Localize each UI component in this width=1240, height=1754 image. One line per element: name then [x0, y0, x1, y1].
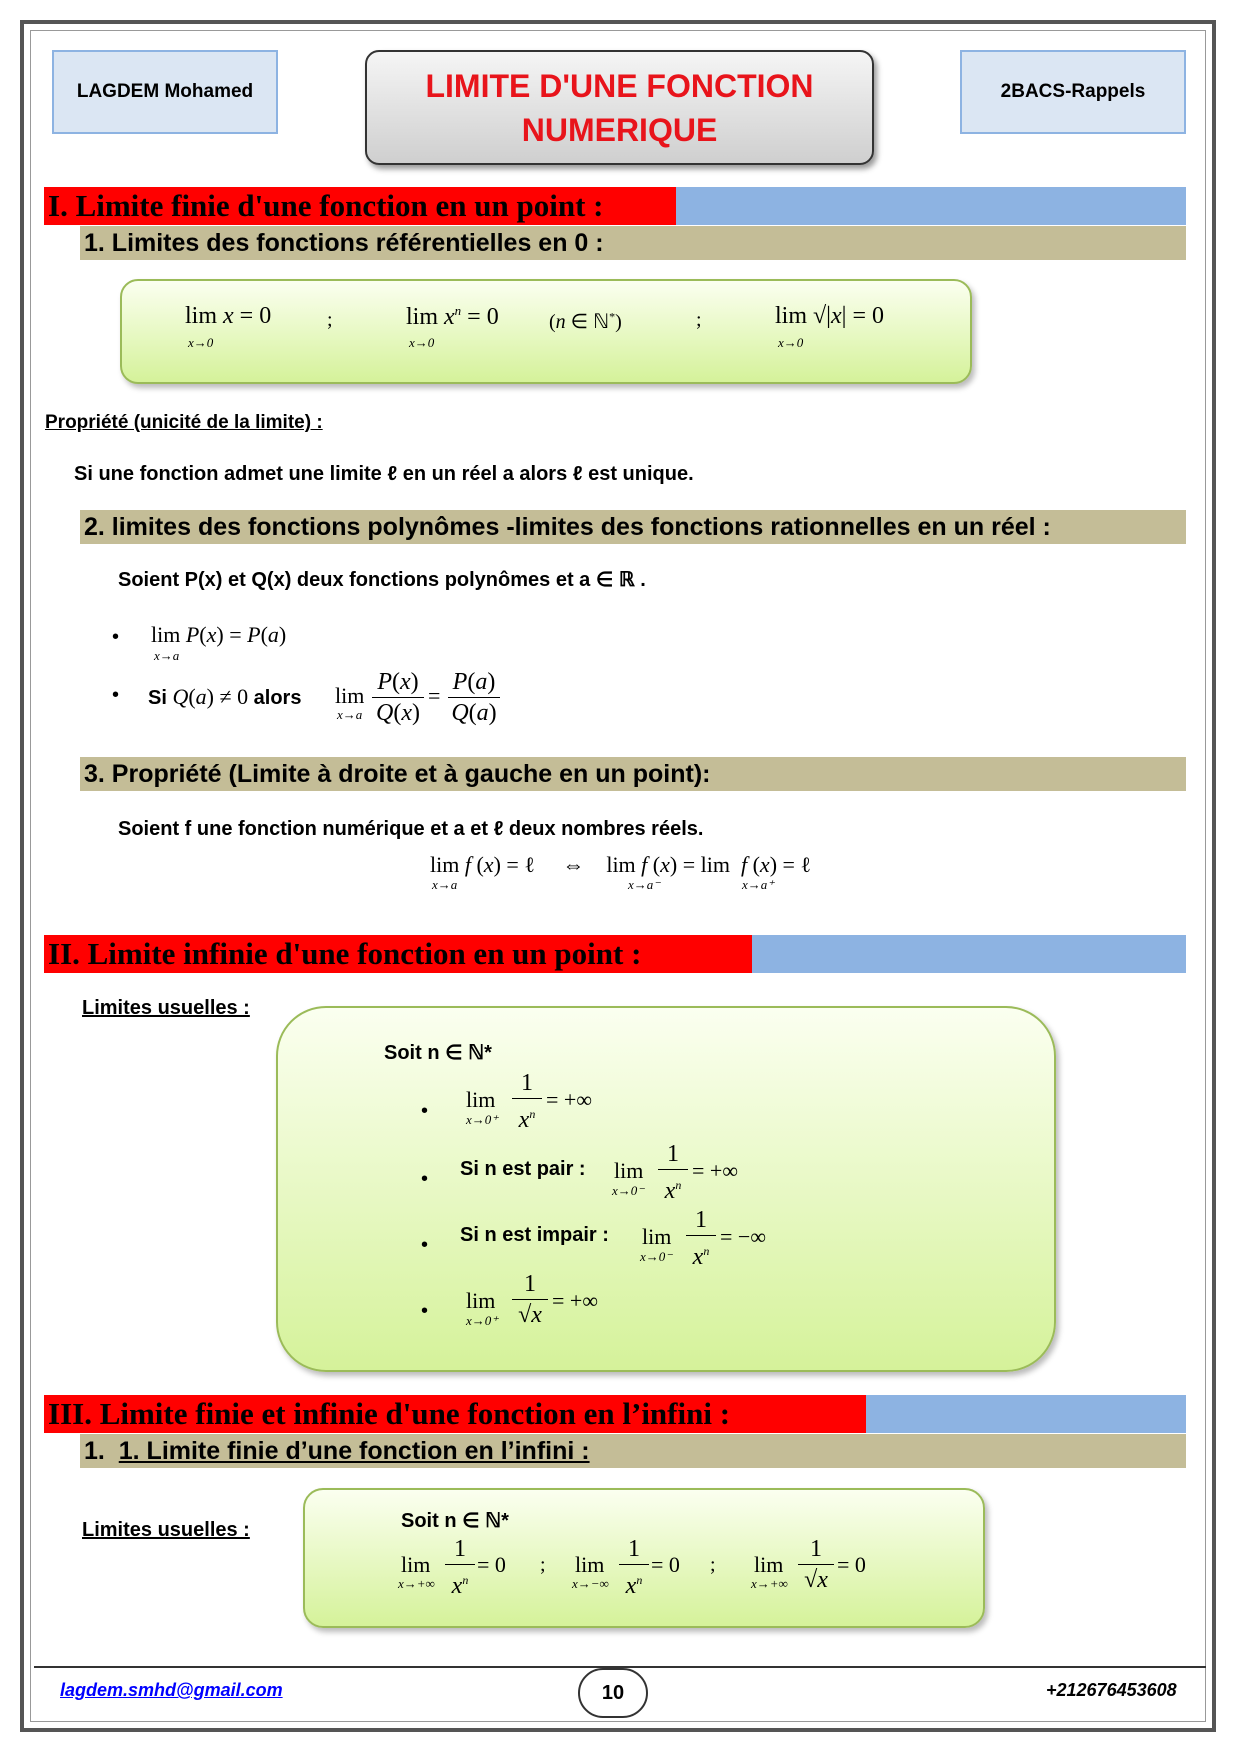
n-condition: (n ∈ ℕ*)	[549, 309, 622, 333]
limit-xn-formula: $\lim x^n = 0$	[406, 303, 499, 330]
separator: ;	[710, 1554, 716, 1576]
infinite-limits-box	[276, 1006, 1056, 1372]
usual-limits-label-2: Limites usuelles :	[82, 1519, 250, 1541]
limit-subscript: x→0⁻	[612, 1183, 645, 1198]
limit-subscript: x→0⁻	[640, 1249, 673, 1264]
fraction-1-over-sqrt-x: 1 √x	[798, 1534, 834, 1595]
section-2-title: II. Limite infinie d'une fonction en un point :	[44, 935, 752, 973]
fraction-1-over-sqrt-x: 1 √x	[512, 1269, 548, 1330]
limit-subscript: x→0⁺	[466, 1112, 499, 1127]
fraction-1-over-xn: 1 $x^n$	[512, 1068, 542, 1135]
author-banner	[52, 50, 278, 134]
fraction-1-over-xn: 1 $x^n$	[445, 1534, 475, 1601]
lim-word: lim	[335, 683, 365, 708]
left-right-limit-formula: lim f (x) = ℓ ⇔ lim f (x) = lim f (x) = ℓ	[430, 852, 811, 877]
equals-sign: =	[428, 683, 441, 708]
even-case-label: Si n est pair :	[460, 1158, 586, 1180]
result-minus-infinity: = −∞	[720, 1224, 766, 1249]
property-uniqueness-label: Propriété (unicité de la limite) :	[45, 412, 323, 433]
limit-subscript: x→a	[337, 707, 363, 722]
limit-subscript: x→a	[432, 877, 458, 892]
soit-n-2: Soit n ∈ ℕ*	[401, 1510, 509, 1532]
page-number: 10	[578, 1668, 648, 1718]
result-zero: = 0	[477, 1552, 506, 1577]
level-label: 2BACS-Rappels	[1000, 81, 1146, 102]
result-zero: = 0	[651, 1552, 680, 1577]
limit-sqrt-abs-formula: lim √|x| = 0	[775, 303, 884, 329]
rational-fraction-left: P(x) Q(x)	[372, 667, 424, 728]
property-uniqueness-text: Si une fonction admet une limite ℓ en un réel a alors ℓ est unique.	[74, 463, 694, 485]
title-line-2: NUMERIQUE	[521, 111, 718, 148]
reference-limits-box	[120, 279, 972, 384]
subsection-3-1-title: 1. 1. Limite finie d’une fonction en l’infini :	[80, 1434, 1186, 1468]
result-plus-infinity: = +∞	[552, 1288, 598, 1313]
subsection-1-1-title: 1. Limites des fonctions référentielles en 0 :	[80, 226, 1186, 260]
bullet: •	[421, 1234, 429, 1256]
section-3-title: III. Limite finie et infinie d'une fonction en l’infini :	[44, 1395, 866, 1433]
section-3-header	[44, 1395, 1186, 1433]
limit-subscript: x→a⁺	[742, 877, 775, 892]
author-name: LAGDEM Mohamed	[76, 81, 254, 102]
bullet: •	[421, 1100, 429, 1122]
lim-word: lim	[754, 1552, 784, 1577]
section-1-header	[44, 187, 1186, 225]
rational-condition: Si Q(a) ≠ 0 alors	[148, 684, 302, 709]
soit-n: Soit n ∈ ℕ*	[384, 1042, 492, 1064]
bullet: •	[112, 684, 120, 706]
separator: ;	[540, 1554, 546, 1576]
separator: ;	[696, 309, 702, 331]
property-uniqueness-title	[45, 412, 323, 434]
separator: ;	[327, 309, 333, 331]
odd-case-label: Si n est impair :	[460, 1224, 609, 1246]
bullet: •	[421, 1168, 429, 1190]
limit-subscript: x→a	[154, 648, 180, 663]
title-line-1: LIMITE D'UNE FONCTION	[425, 67, 814, 104]
lim-word: lim	[401, 1552, 431, 1577]
bullet: •	[112, 626, 120, 648]
subsection-3-1-label: 1. Limite finie d’une fonction en l’infini :	[118, 1437, 590, 1465]
limit-subscript: x→a⁻	[628, 877, 661, 892]
bullet: •	[421, 1300, 429, 1322]
lim-word: lim	[575, 1552, 605, 1577]
result-plus-infinity: = +∞	[692, 1158, 738, 1183]
fraction-1-over-xn: 1 $x^n$	[658, 1139, 688, 1206]
polynomial-intro: Soient P(x) et Q(x) deux fonctions polynômes et a ∈ ℝ .	[118, 569, 646, 591]
limit-polynomial-formula: lim P(x) = P(a)	[151, 622, 287, 647]
infinity-limits-box	[303, 1488, 985, 1628]
limit-subscript: x→0⁺	[466, 1313, 499, 1328]
limit-subscript: x→+∞	[751, 1576, 788, 1591]
lim-word: lim	[642, 1224, 672, 1249]
limit-subscript: x→0	[409, 335, 435, 350]
subsection-1-2-title: 2. limites des fonctions polynômes -limites des fonctions rationnelles en un réel :	[80, 510, 1186, 544]
usual-limits-label: Limites usuelles :	[82, 997, 250, 1019]
document-title	[365, 50, 874, 165]
footer-email-link[interactable]: lagdem.smhd@gmail.com	[60, 1680, 283, 1700]
fraction-1-over-xn: 1 $x^n$	[686, 1205, 716, 1272]
result-zero: = 0	[837, 1552, 866, 1577]
footer-phone: +212676453608	[1046, 1680, 1177, 1700]
level-banner	[960, 50, 1186, 134]
limit-subscript: x→0	[778, 335, 804, 350]
fraction-1-over-xn: 1 $x^n$	[619, 1534, 649, 1601]
lim-word: lim	[614, 1158, 644, 1183]
limit-subscript: x→+∞	[398, 1576, 435, 1591]
limit-subscript: x→0	[188, 335, 214, 350]
lim-word: lim	[466, 1087, 496, 1112]
lim-word: lim	[466, 1288, 496, 1313]
section-2-header	[44, 935, 1186, 973]
section-1-title: I. Limite finie d'une fonction en un point :	[44, 187, 676, 225]
subsection-1-3-title: 3. Propriété (Limite à droite et à gauche en un point):	[80, 757, 1186, 791]
limit-subscript: x→−∞	[572, 1576, 609, 1591]
rational-fraction-right: P(a) Q(a)	[448, 667, 500, 728]
left-right-limit-intro: Soient f une fonction numérique et a et ℓ deux nombres réels.	[118, 818, 704, 840]
result-plus-infinity: = +∞	[546, 1087, 592, 1112]
limit-x-formula: lim x = 0	[185, 303, 272, 329]
